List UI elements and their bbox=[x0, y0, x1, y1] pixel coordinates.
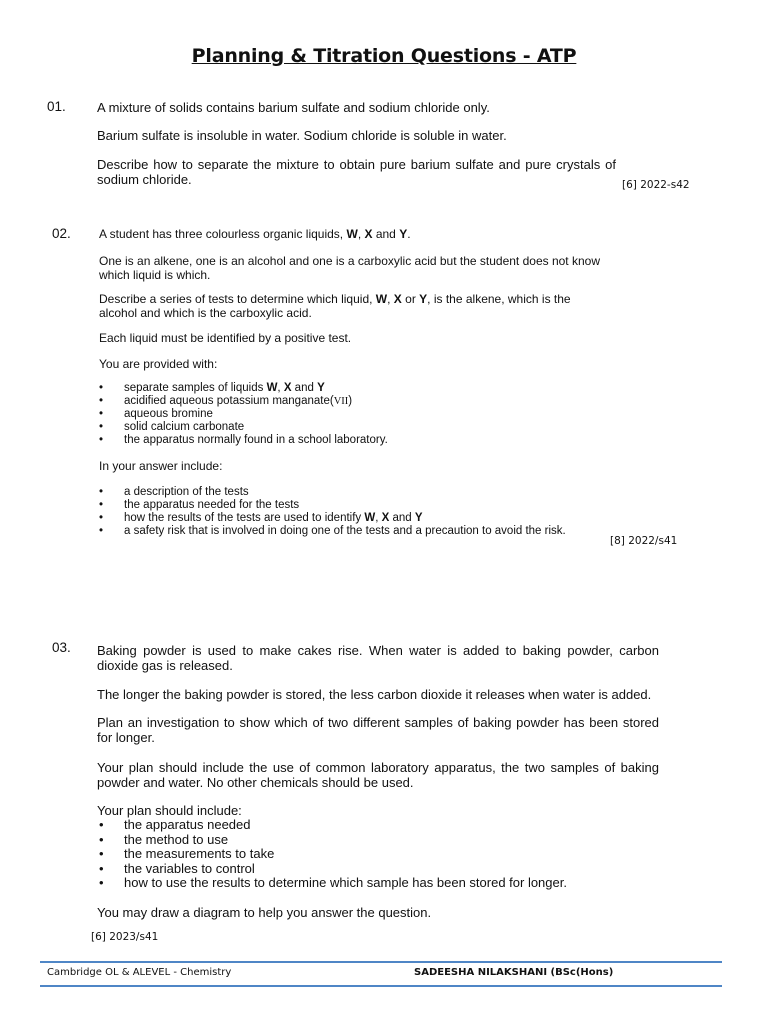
list-item: • how to use the results to determine which sample has been stored for longer. bbox=[99, 876, 669, 891]
question-text: One is an alkene, one is an alcohol and one is a carboxylic acid but the student does not know which liquid is which. bbox=[99, 254, 600, 282]
list-item: • how the results of the tests are used to identify W, X and Y bbox=[99, 512, 619, 525]
footer-course: Cambridge OL & ALEVEL - Chemistry bbox=[47, 967, 232, 978]
list-item: • the method to use bbox=[99, 833, 669, 848]
list-item: • the apparatus needed bbox=[99, 818, 669, 833]
question-text: Your plan should include the use of common laboratory apparatus, the two samples of baking powder and water. No other chemicals should be used. bbox=[97, 760, 659, 790]
list-item: • the apparatus normally found in a school laboratory. bbox=[99, 434, 604, 447]
list-item: • a description of the tests bbox=[99, 486, 619, 499]
footer-author: SADEESHA NILAKSHANI (BSc(Hons) bbox=[414, 967, 614, 978]
question-text: Baking powder is used to make cakes rise. When water is added to baking powder, carbon dioxide gas is released. bbox=[97, 643, 659, 673]
list-item: • the measurements to take bbox=[99, 847, 669, 862]
page-title: Planning & Titration Questions - ATP bbox=[191, 45, 577, 67]
list-item: • separate samples of liquids W, X and Y bbox=[99, 382, 604, 395]
footer-rule-top bbox=[40, 961, 722, 963]
question-text: In your answer include: bbox=[99, 459, 223, 473]
question-text: Describe how to separate the mixture to obtain pure barium sulfate and pure crystals of sodium chloride. bbox=[97, 157, 616, 187]
question-text: You are provided with: bbox=[99, 357, 218, 371]
question-number: 03. bbox=[52, 640, 71, 655]
question-text: Describe a series of tests to determine which liquid, W, X or Y, is the alkene, which is the alcohol and which is the carboxylic acid. bbox=[99, 292, 571, 320]
list-item: • the variables to control bbox=[99, 862, 669, 877]
include-list bbox=[99, 486, 619, 538]
question-text: You may draw a diagram to help you answer the question. bbox=[97, 905, 432, 920]
question-text: Plan an investigation to show which of two different samples of baking powder has been stored for longer. bbox=[97, 715, 659, 745]
question-text: A mixture of solids contains barium sulfate and sodium chloride only. bbox=[97, 100, 490, 115]
question-text: Barium sulfate is insoluble in water. Sodium chloride is soluble in water. bbox=[97, 128, 507, 143]
list-item: • acidified aqueous potassium manganate(VII) bbox=[99, 395, 604, 408]
question-text: The longer the baking powder is stored, the less carbon dioxide it releases when water is added. bbox=[97, 687, 652, 702]
marks-reference: [8] 2022/s41 bbox=[610, 535, 678, 547]
list-item: • solid calcium carbonate bbox=[99, 421, 604, 434]
provided-list bbox=[99, 382, 604, 447]
question-number: 02. bbox=[52, 226, 71, 241]
footer-rule-bottom bbox=[40, 985, 722, 987]
list-item: • a safety risk that is involved in doing one of the tests and a precaution to avoid the risk. bbox=[99, 525, 619, 538]
list-item: • the apparatus needed for the tests bbox=[99, 499, 619, 512]
question-text: Your plan should include: bbox=[97, 803, 242, 818]
marks-reference: [6] 2023/s41 bbox=[91, 931, 159, 943]
list-item: • aqueous bromine bbox=[99, 408, 604, 421]
question-number: 01. bbox=[47, 99, 66, 114]
marks-reference: [6] 2022-s42 bbox=[622, 179, 690, 191]
plan-list bbox=[99, 818, 669, 891]
question-text: Each liquid must be identified by a positive test. bbox=[99, 331, 352, 345]
question-text: A student has three colourless organic liquids, W, X and Y. bbox=[99, 227, 411, 241]
